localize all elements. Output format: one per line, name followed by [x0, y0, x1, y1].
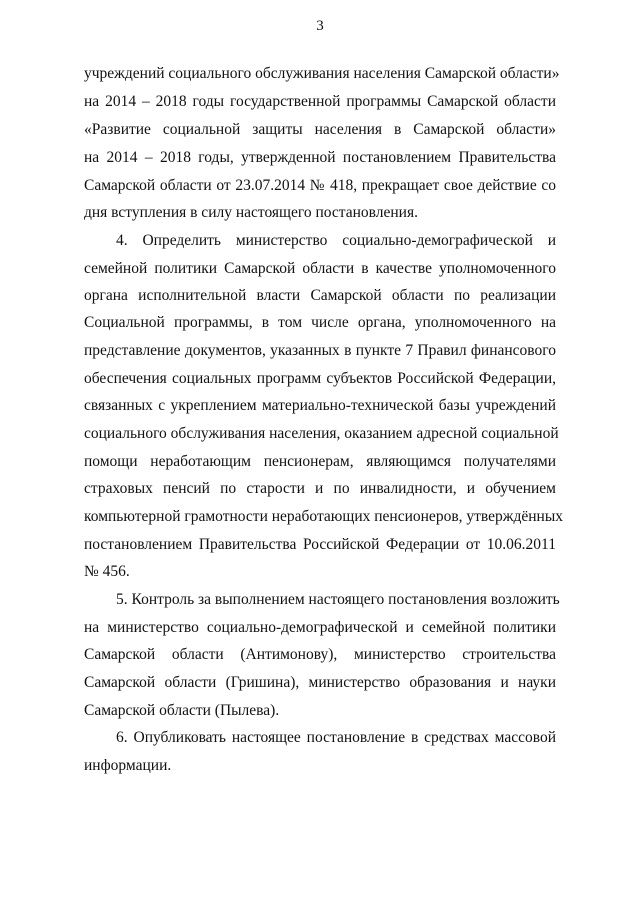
text-line: представление документов, указанных в пункте 7 Правил финансового [84, 342, 556, 359]
text-line: компьютерной грамотности неработающих пенсионеров, утверждённых [84, 508, 563, 525]
text-line: на министерство социально-демографической и семейной политики [84, 619, 556, 636]
text-line: постановлением Правительства Российской Федерации от 10.06.2011 [84, 536, 556, 553]
text-line: информации. [84, 757, 172, 774]
text-line: обеспечения социальных программ субъектов Российской Федерации, [84, 370, 556, 387]
text-line: Самарской области (Гришина), министерство образования и науки [84, 674, 556, 691]
text-line: 4. Определить министерство социально-демографической и [116, 232, 556, 249]
text-line: Самарской области от 23.07.2014 № 418, прекращает свое действие со [84, 177, 556, 194]
text-line: Самарской области (Антимонову), министерство строительства [84, 646, 556, 663]
text-line: 5. Контроль за выполнением настоящего постановления возложить [116, 591, 560, 608]
text-line: страховых пенсий по старости и по инвалидности, и обучением [84, 480, 556, 497]
text-line: на 2014 – 2018 годы государственной программы Самарской области [84, 93, 556, 110]
text-line: социального обслуживания населения, оказанием адресной социальной [84, 425, 559, 442]
text-line: Социальной программы, в том числе органа, уполномоченного на [84, 314, 556, 331]
text-line: семейной политики Самарской области в качестве уполномоченного [84, 260, 556, 277]
page-number: 3 [316, 18, 324, 34]
text-line: Самарской области (Пылева). [84, 702, 280, 719]
text-line: «Развитие социальной защиты населения в Самарской области» [84, 121, 556, 138]
text-line: органа исполнительной власти Самарской области по реализации [84, 287, 556, 304]
text-line: дня вступления в силу настоящего постановления. [84, 204, 418, 221]
text-line: помощи неработающим пенсионерам, являющимся получателями [84, 453, 556, 470]
text-line: связанных с укреплением материально-технической базы учреждений [84, 397, 556, 414]
text-line: на 2014 – 2018 годы, утвержденной постановлением Правительства [84, 149, 556, 166]
text-line: 6. Опубликовать настоящее постановление в средствах массовой [116, 729, 556, 746]
text-line: учреждений социального обслуживания населения Самарской области» [84, 65, 560, 82]
text-line: № 456. [84, 563, 130, 580]
